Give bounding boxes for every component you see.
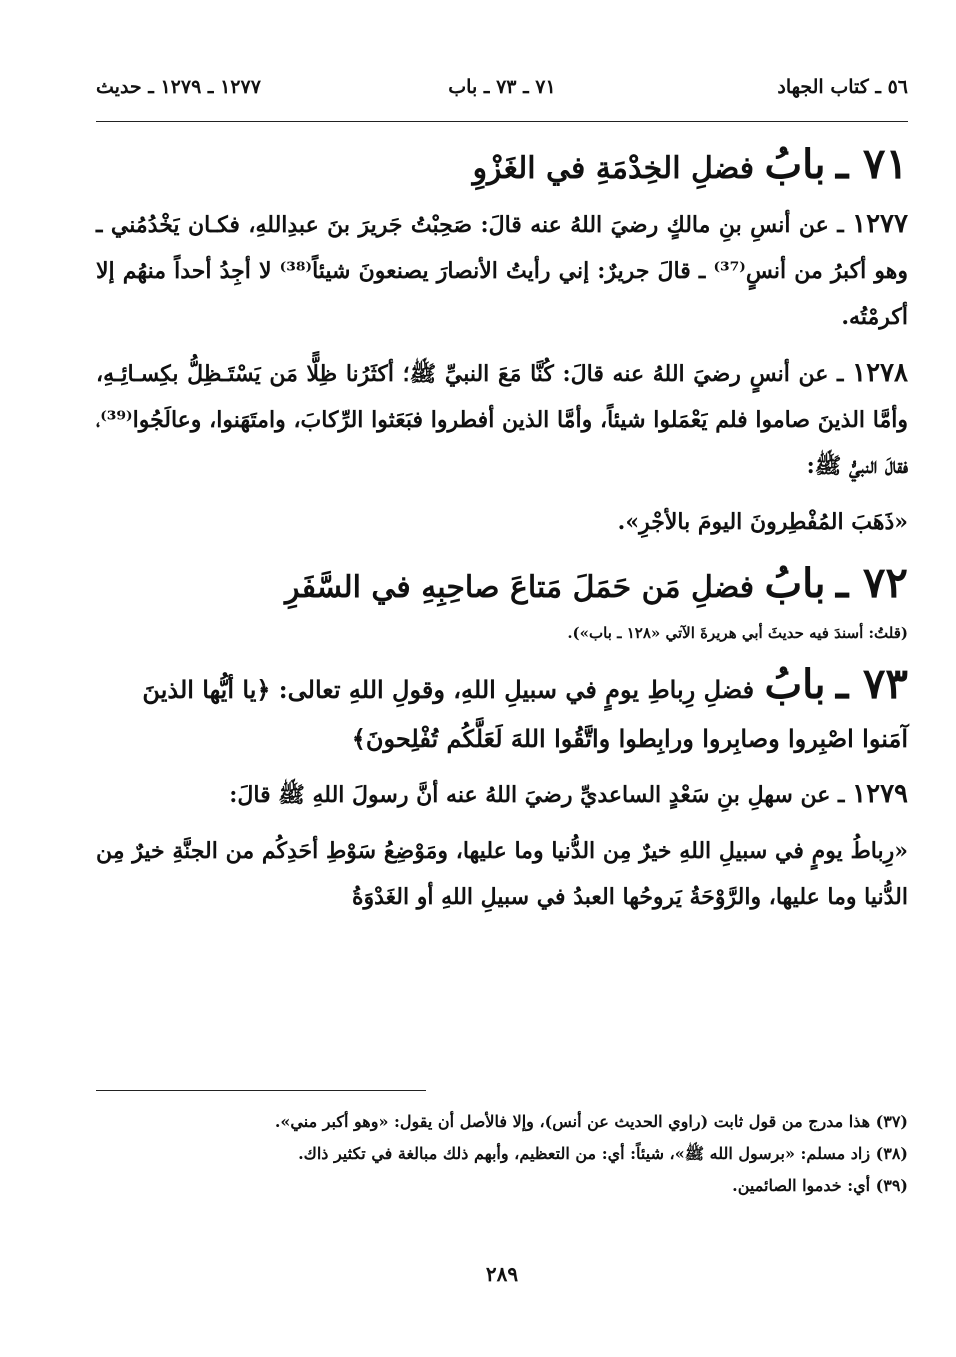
hadith-number: ١٢٧٩ [852,779,908,809]
header-hadith-range: ١٢٧٧ ـ ١٢٧٩ ـ حديث [96,76,261,98]
hadith-1279 [96,771,908,818]
page-number: ٢٨٩ [485,1262,519,1286]
chapter-number: ٧٢ ـ [835,558,908,607]
chapter-bab-word: بابُ [764,661,826,708]
hadith-text: ـ عن أنسِ بنِ مالكٍ رضيَ اللهُ عنه قالَ: صَحِبْتُ جَريرَ بنَ عبدِاللهِ، فكـان يَخْدُمُني ـ وهو أكبرُ من أنسٍ⁽³⁷⁾ ـ قالَ جريرٌ: إني رأيتُ الأنصارَ يصنعونَ شيئاً⁽³⁸⁾ لا أجِدُ أحداً منهُم إلا أكرمْتُه. [96,212,908,330]
footnotes [96,1106,908,1202]
editor-note: (قلتُ: أسندَ فيه حديثَ أبي هريرةَ الآتي «١٢٨ ـ باب»). [567,624,908,642]
chapter-heading-73 [96,660,908,763]
hadith-1278-quote: «ذَهَبَ المُفْطِرونَ اليومَ بالأجْرِ». [617,509,908,535]
hadith-text: ـ عن سهلِ بنِ سَعْدٍ الساعديِّ رضيَ اللهُ عنه أنَّ رسولَ اللهِ ﷺ قالَ: [229,782,845,808]
hadith-1277 [96,201,908,340]
header-chapter-range: ٧١ ـ ٧٣ ـ باب [448,76,556,98]
page-body [96,140,908,930]
footnote-37: (٣٧) هذا مدرج من قول ثابت (راوي الحديث عن أنس)، وإلا فالأصل أن يقول: «وهو أكبر مني». [274,1112,908,1131]
hadith-number: ١٢٧٨ [852,358,908,388]
header-book-title: ٥٦ ـ كتاب الجهاد [777,76,908,98]
hadith-text: ـ عن أنسٍ رضيَ اللهُ عنه قالَ: كُنَّا مَعَ النبيِّ ﷺ؛ أكثَرُنا ظِلًّا مَن يَسْتَـظِلُّ بكِسـائِـهِ، وأمَّا الذينَ صاموا فلم يَعْمَلوا شيئاً، وأمَّا الذين أفطروا فبَعَثوا الرِّكابَ، وامتَهَنوا، وعالَجُوا⁽³⁹⁾، فقالَ النبيُّ ﷺ: [96,361,908,479]
hadith-1278 [96,350,908,489]
hadith-1279-quote: «رِباطُ يومٍ في سبيلِ اللهِ خيرٌ مِن الدُّنيا وما عليها، ومَوْضِعُ سَوْطِ أحَدِكُم من الجنَّةِ خيرٌ مِن الدُّنيا وما عليها، والرَّوْحَةُ يَروحُها العبدُ في سبيلِ اللهِ أو الغَدْوَةُ [96,838,908,910]
chapter-title: فضلِ مَن حَمَلَ مَتاعَ صاحِبِهِ في السَّفَرِ [285,570,755,605]
book-page [96,0,908,1357]
header-divider [96,121,908,122]
running-header [96,76,908,104]
chapter-bab-word: بابُ [764,141,826,188]
chapter-number: ٧٣ ـ [835,659,908,708]
chapter-bab-word: بابُ [764,560,826,607]
chapter-title: فضلِ الخِدْمَةِ في الغَزْوِ [472,151,755,186]
footnote-38: (٣٨) زاد مسلم: «برسول الله ﷺ»، شيئاً: أي: من التعظيم، وأبهم ذلك مبالغة في تكثير ذاك. [298,1144,908,1163]
footnote-divider [96,1090,426,1091]
chapter-title: فضلِ رِباطِ يومٍ في سبيلِ اللهِ، وقولِ اللهِ تعالى: ﴿يا أيُّها الذينَ آمَنوا اصْبِروا وصابِروا ورابِطوا واتَّقُوا اللهَ لَعَلَّكُم تُفْلِحونَ﴾ [142,675,908,753]
hadith-number: ١٢٧٧ [852,209,908,239]
chapter-number: ٧١ ـ [835,139,908,188]
chapter-heading-71 [96,140,908,193]
chapter-heading-72 [96,559,908,612]
footnote-39: (٣٩) أي: خدموا الصائمين. [732,1176,908,1195]
